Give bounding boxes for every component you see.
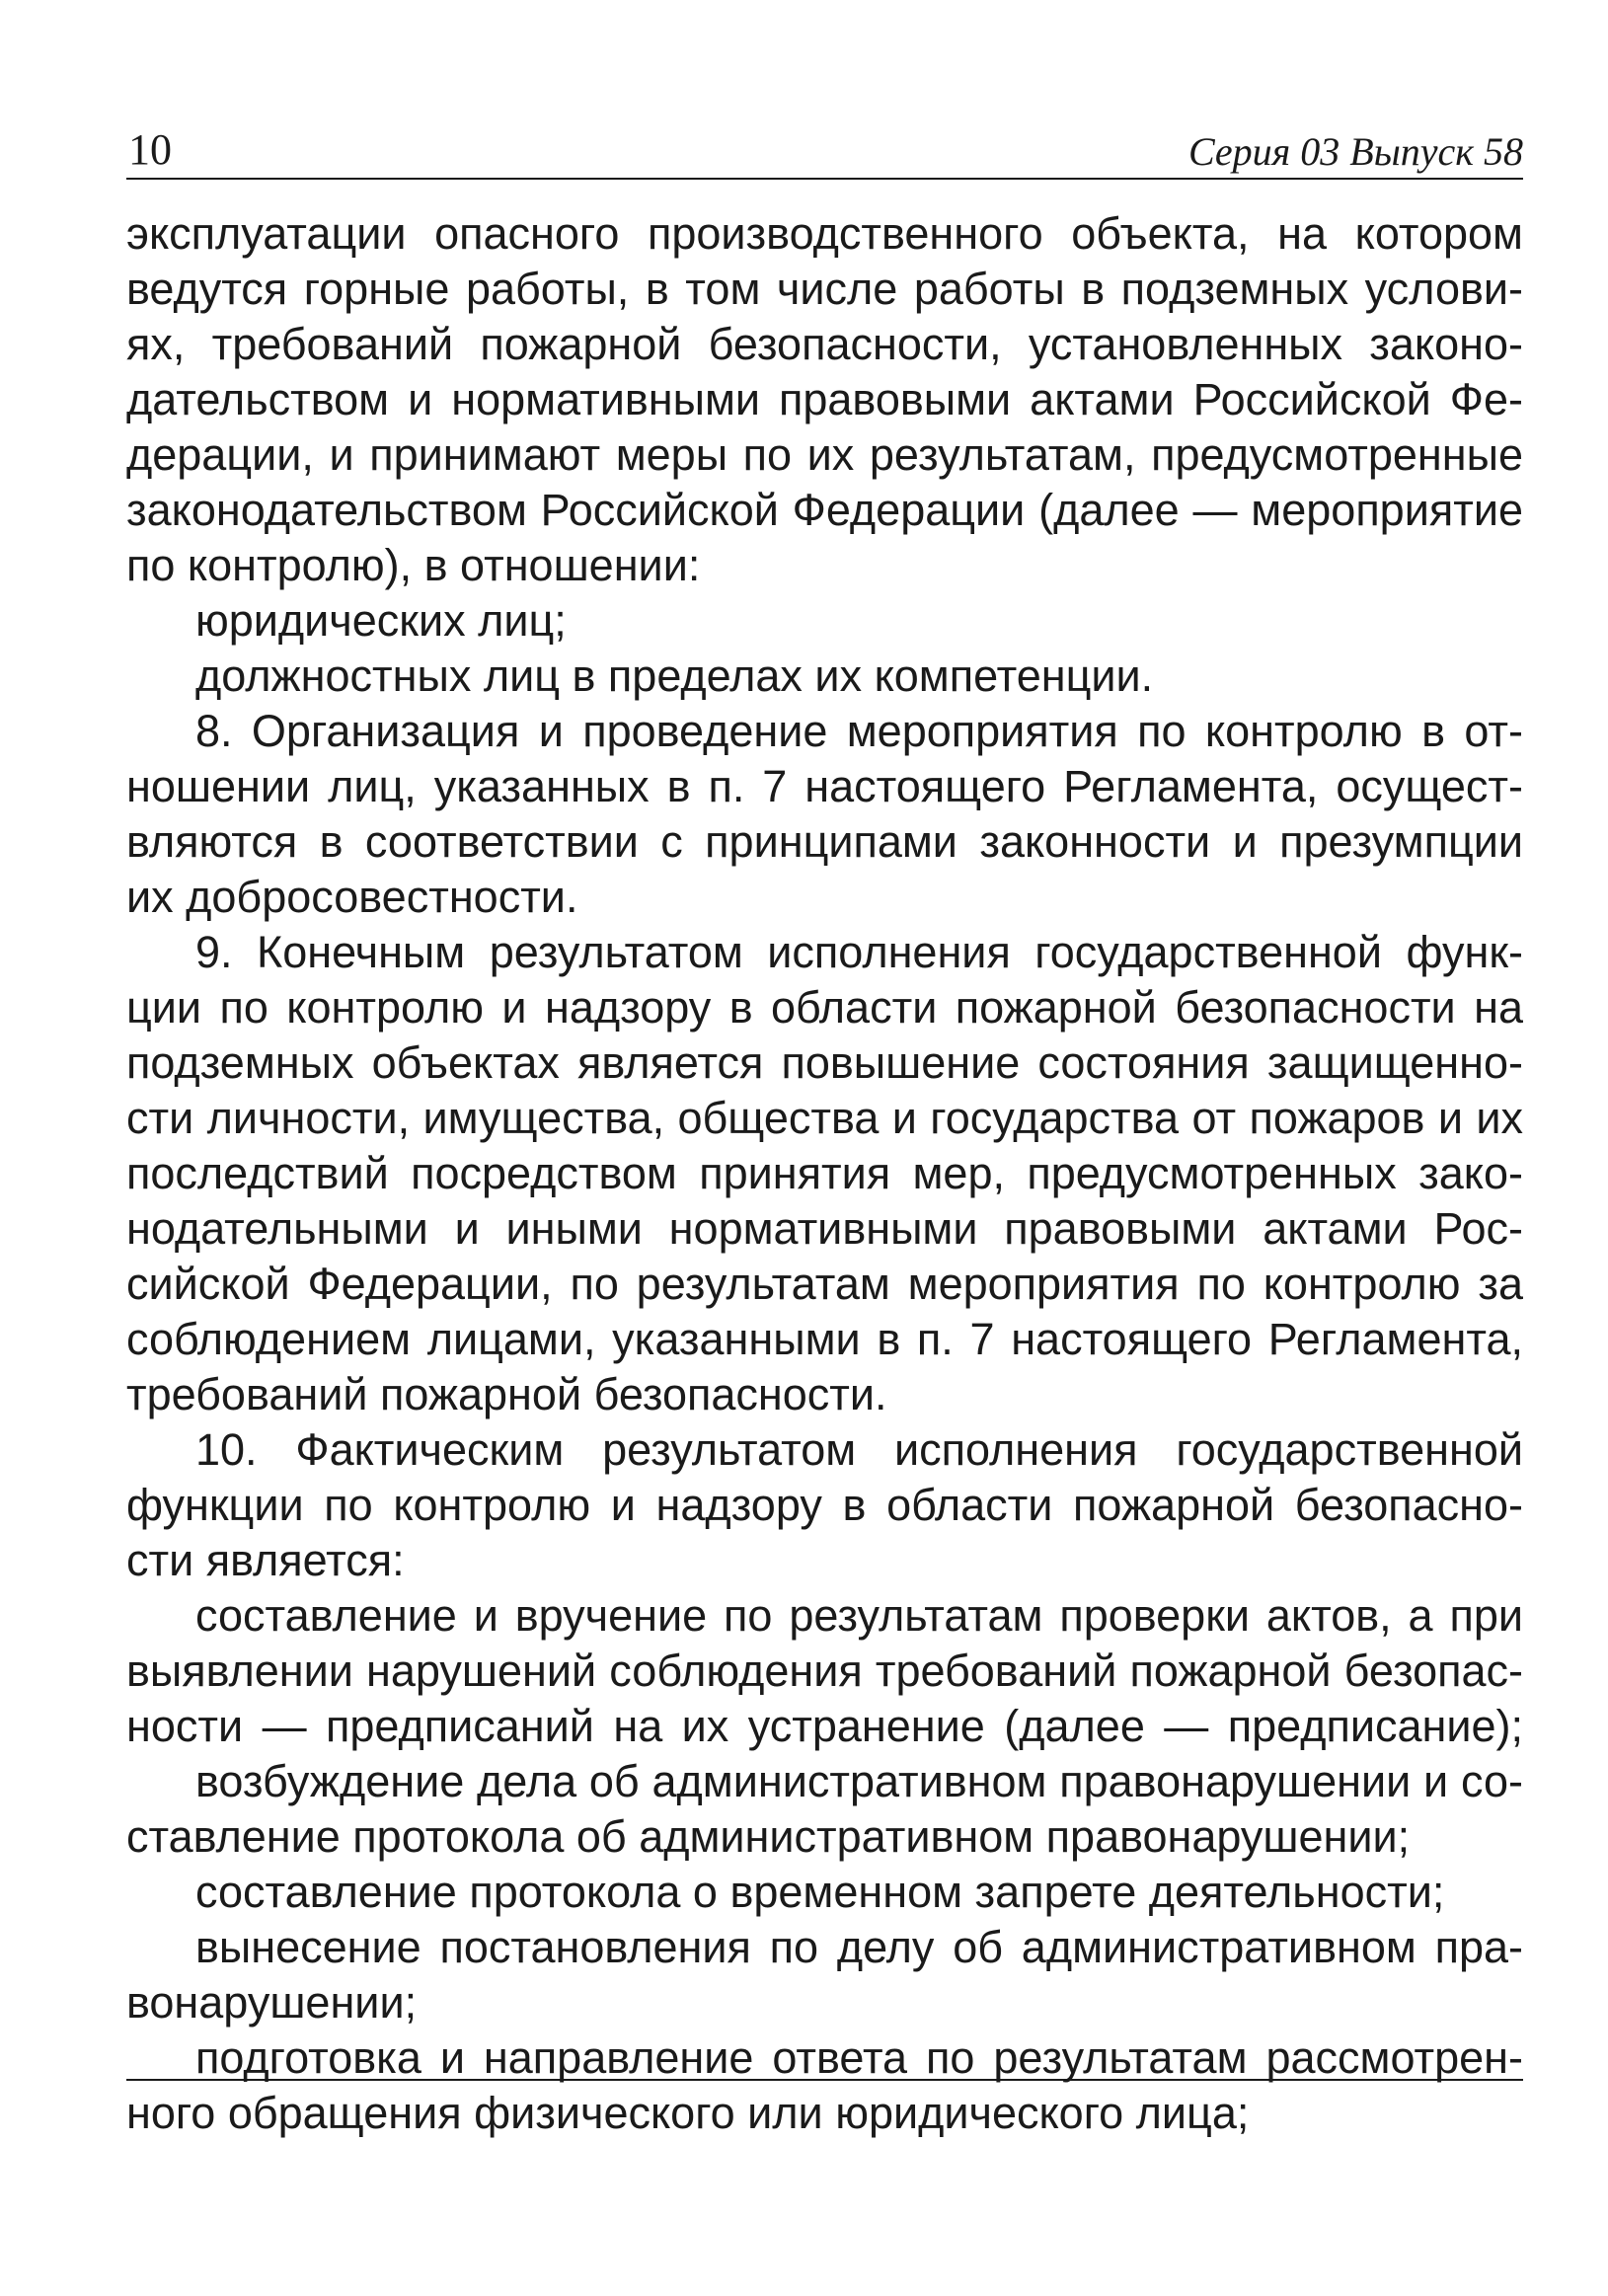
body-text xyxy=(126,206,1523,2141)
text-line: эксплуатации опасного производственного объекта, на котором xyxy=(126,208,1523,259)
page-number: 10 xyxy=(128,125,172,174)
text-line: последствий посредством принятия мер, предусмотренных зако- xyxy=(126,1148,1523,1198)
text-line: вынесение постановления по делу об административном пра- xyxy=(195,1922,1523,1972)
text-line: должностных лиц в пределах их компетенции. xyxy=(195,651,1154,701)
text-line: ношении лиц, указанных в п. 7 настоящего Регламента, осущест- xyxy=(126,761,1523,811)
text-line: их добросовестности. xyxy=(126,872,578,922)
running-header xyxy=(126,116,1523,180)
text-line: составление и вручение по результатам проверки актов, а при xyxy=(195,1590,1523,1641)
text-line: ведутся горные работы, в том числе работы в подземных услови- xyxy=(126,264,1523,314)
text-line: подготовка и направление ответа по результатам рассмотрен- xyxy=(195,2032,1523,2083)
text-line: выявлении нарушений соблюдения требований пожарной безопас- xyxy=(126,1645,1523,1696)
text-line: ставление протокола об административном правонарушении; xyxy=(126,1811,1411,1862)
text-line: юридических лиц; xyxy=(195,595,567,646)
text-line: дательством и нормативными правовыми актами Российской Фе- xyxy=(126,374,1523,424)
text-line: составление протокола о временном запрете деятельности; xyxy=(195,1867,1445,1917)
text-line: ях, требований пожарной безопасности, установленных законо- xyxy=(126,319,1523,369)
text-line: вонарушении; xyxy=(126,1977,418,2028)
text-line: 8. Организация и проведение мероприятия по контролю в от- xyxy=(195,706,1523,756)
text-line: 9. Конечным результатом исполнения государственной функ- xyxy=(195,927,1523,977)
text-line: сти является: xyxy=(126,1535,405,1585)
text-line: ного обращения физического или юридического лица; xyxy=(126,2088,1250,2138)
text-line: подземных объектах является повышение состояния защищенно- xyxy=(126,1037,1523,1088)
text-line: ности — предписаний на их устранение (далее — предписание); xyxy=(126,1701,1523,1751)
text-line: ции по контролю и надзору в области пожарной безопасности на xyxy=(126,982,1523,1033)
text-line: дерации, и принимают меры по их результатам, предусмотренные xyxy=(126,429,1523,480)
text-line: соблюдением лицами, указанными в п. 7 настоящего Регламента, xyxy=(126,1314,1523,1364)
text-line: 10. Фактическим результатом исполнения государственной xyxy=(195,1424,1523,1475)
text-line: функции по контролю и надзору в области пожарной безопасно- xyxy=(126,1480,1523,1530)
text-line: возбуждение дела об административном правонарушении и со- xyxy=(195,1756,1523,1806)
text-line: сти личности, имущества, общества и государства от пожаров и их xyxy=(126,1093,1523,1143)
text-line: сийской Федерации, по результатам мероприятия по контролю за xyxy=(126,1259,1523,1309)
text-line: требований пожарной безопасности. xyxy=(126,1369,887,1419)
footer-rule xyxy=(126,2079,1523,2081)
text-line: законодательством Российской Федерации (далее — мероприятие xyxy=(126,485,1523,535)
text-line: по контролю), в отношении: xyxy=(126,540,701,590)
series-label: Серия 03 Выпуск 58 xyxy=(1187,129,1523,174)
document-page xyxy=(126,116,1523,2138)
text-line: вляются в соответствии с принципами законности и презумпции xyxy=(126,816,1523,867)
text-line: нодательными и иными нормативными правовыми актами Рос- xyxy=(126,1203,1523,1254)
